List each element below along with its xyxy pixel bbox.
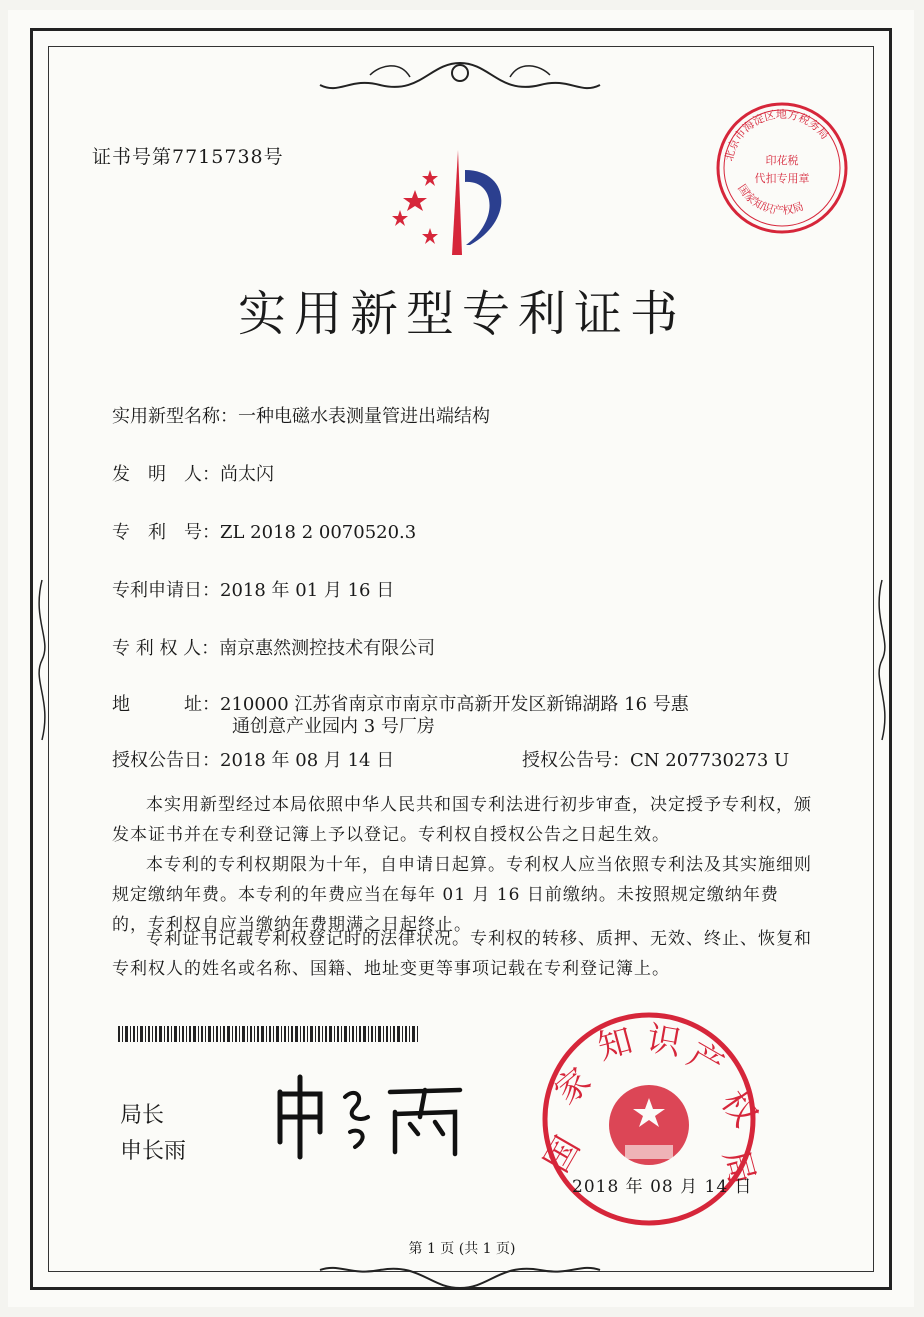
top-ornament bbox=[310, 55, 610, 105]
paragraph-3: 专利证书记载专利权登记时的法律状况。专利权的转移、质押、无效、终止、恢复和专利权人的姓名或名称、国籍、地址变更等事项记载在专利登记簿上。 bbox=[112, 929, 812, 979]
certificate-number: 证书号第7715738号 bbox=[92, 146, 284, 168]
utility-model-name-value: 一种电磁水表测量管进出端结构 bbox=[238, 406, 490, 427]
svg-text:识: 识 bbox=[643, 1018, 685, 1064]
grant-number-value: CN 207730273 U bbox=[630, 750, 790, 771]
address-line1: 210000 江苏省南京市南京市高新开发区新锦湖路 16 号惠 bbox=[220, 694, 689, 715]
inventor-label: 发 明 人： bbox=[112, 464, 220, 485]
filing-date-label: 专利申请日： bbox=[112, 580, 220, 601]
director-signature bbox=[260, 1072, 480, 1162]
director-title: 局长 bbox=[120, 1103, 165, 1128]
address-label: 地 址： bbox=[112, 694, 220, 715]
grant-number-label: 授权公告号： bbox=[522, 750, 630, 771]
grant-date-label: 授权公告日： bbox=[112, 750, 220, 771]
filing-date-row bbox=[112, 576, 394, 602]
barcode bbox=[118, 1026, 418, 1042]
grant-number-row bbox=[522, 746, 789, 772]
stamp-duty-seal bbox=[712, 98, 852, 238]
svg-text:印花税: 印花税 bbox=[765, 154, 799, 167]
grant-date-row bbox=[112, 746, 394, 772]
bottom-ornament bbox=[310, 1258, 610, 1298]
inventor-value: 尚太闪 bbox=[220, 464, 274, 485]
paragraph-1: 本实用新型经过本局依照中华人民共和国专利法进行初步审查，决定授予专利权，颁发本证书并在专利登记簿上予以登记。专利权自授权公告之日起生效。 bbox=[112, 795, 812, 845]
patent-number-label: 专 利 号： bbox=[112, 522, 220, 543]
svg-text:知: 知 bbox=[593, 1020, 637, 1069]
inventor-row bbox=[112, 460, 274, 486]
certificate-title: 实用新型专利证书 bbox=[237, 286, 686, 342]
filing-date-value: 2018 年 01 月 16 日 bbox=[220, 580, 395, 601]
svg-text:国家知识产权局: 国家知识产权局 bbox=[735, 182, 806, 218]
utility-model-name-row bbox=[112, 402, 490, 428]
patent-number-row bbox=[112, 518, 416, 544]
paragraph-2: 本专利的专利权期限为十年，自申请日起算。专利权人应当依照专利法及其实施细则规定缴纳年费。本专利的年费应当在每年 01 月 16 日前缴纳。未按照规定缴纳年费的，专利权自应当缴纳年费期满之日起终止。 bbox=[112, 855, 812, 935]
utility-model-name-label: 实用新型名称： bbox=[112, 406, 238, 427]
patent-number-value: ZL 2018 2 0070520.3 bbox=[220, 522, 417, 543]
svg-text:局: 局 bbox=[714, 1145, 763, 1189]
patentee-row bbox=[112, 634, 435, 660]
svg-text:国: 国 bbox=[536, 1129, 589, 1180]
grant-date-value: 2018 年 08 月 14 日 bbox=[220, 750, 395, 771]
patentee-label: 专 利 权 人： bbox=[112, 638, 220, 659]
page-number: 第 1 页 (共 1 页) bbox=[408, 1241, 516, 1257]
left-ornament bbox=[32, 580, 52, 740]
patent-office-logo bbox=[390, 150, 530, 260]
right-ornament bbox=[872, 580, 892, 740]
seal-date: 2018 年 08 月 14 日 bbox=[572, 1177, 753, 1197]
patentee-value: 南京惠然测控技术有限公司 bbox=[219, 638, 436, 659]
address-line2: 通创意产业园内 3 号厂房 bbox=[232, 716, 435, 737]
svg-text:产: 产 bbox=[680, 1034, 731, 1087]
svg-text:北京市海淀区地方税务局: 北京市海淀区地方税务局 bbox=[722, 107, 832, 163]
director-name: 申长雨 bbox=[120, 1139, 187, 1164]
svg-text:代扣专用章: 代扣专用章 bbox=[754, 172, 810, 185]
svg-text:权: 权 bbox=[712, 1083, 766, 1135]
svg-text:家: 家 bbox=[547, 1060, 599, 1113]
